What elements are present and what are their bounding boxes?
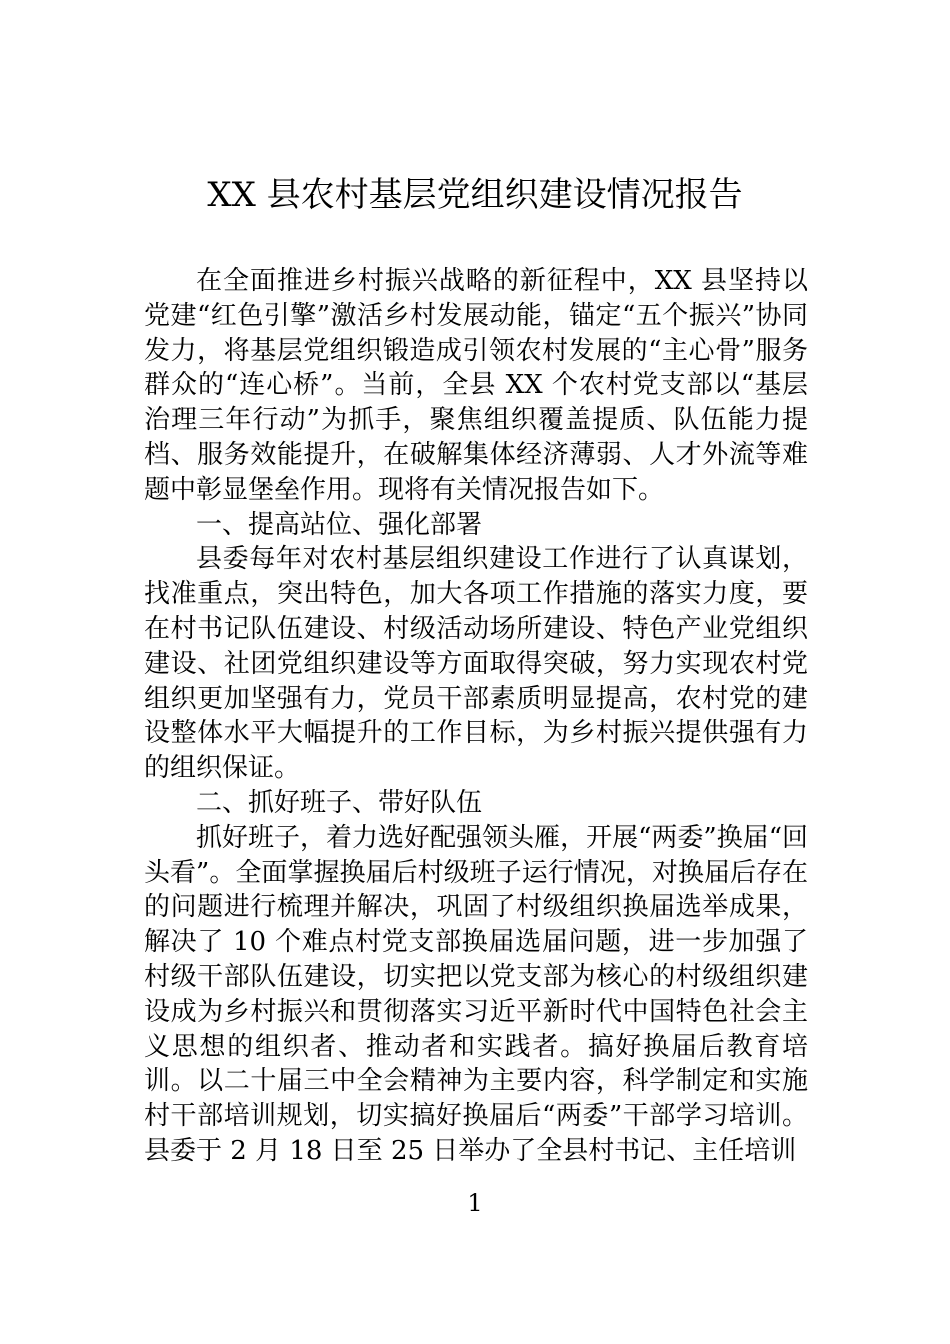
intro-paragraph: 在全面推进乡村振兴战略的新征程中，XX 县坚持以党建“红色引擎”激活乡村发展动能，锚定“五个振兴”协同发力，将基层党组织锻造成引领农村发展的“主心骨”服务群众的“连心桥”。当前，全县 XX 个农村党支部以“基层治理三年行动”为抓手，聚焦组织覆盖提质、队伍能力提档、服务效能提升，在破解集体经济薄弱、人才外流等难题中彰显堡垒作用。现将有关情况报告如下。 [144, 266, 808, 505]
document-title: XX 县农村基层党组织建设情况报告 [207, 175, 743, 215]
document-body [144, 264, 808, 1169]
section-heading-1: 一、提高站位、强化部署 [196, 509, 483, 540]
section-2-paragraph: 抓好班子，着力选好配强领头雁，开展“两委”换届“回头看”。全面掌握换届后村级班子运行情况，对换届后存在的问题进行梳理并解决，巩固了村级组织换届选举成果，解决了 10 个难点村党支部换届选届问题，进一步加强了村级干部队伍建设，切实把以党支部为核心的村级组织建设成为乡村振兴和贯彻落实习近平新时代中国特色社会主义思想的组织者、推动者和实践者。搞好换届后教育培训。以二十届三中全会精神为主要内容，科学制定和实施村干部培训规划，切实搞好换届后“两委”干部学习培训。县委于 2 月 18 日至 25 日举办了全县村书记、主任培训 [144, 822, 808, 1166]
section-heading-2: 二、抓好班子、带好队伍 [196, 787, 483, 818]
page-number: 1 [467, 1189, 483, 1217]
section-1-paragraph: 县委每年对农村基层组织建设工作进行了认真谋划，找准重点，突出特色，加大各项工作措施的落实力度，要在村书记队伍建设、村级活动场所建设、特色产业党组织建设、社团党组织建设等方面取得突破，努力实现农村党组织更加坚强有力，党员干部素质明显提高，农村党的建设整体水平大幅提升的工作目标，为乡村振兴提供强有力的组织保证。 [144, 544, 808, 784]
